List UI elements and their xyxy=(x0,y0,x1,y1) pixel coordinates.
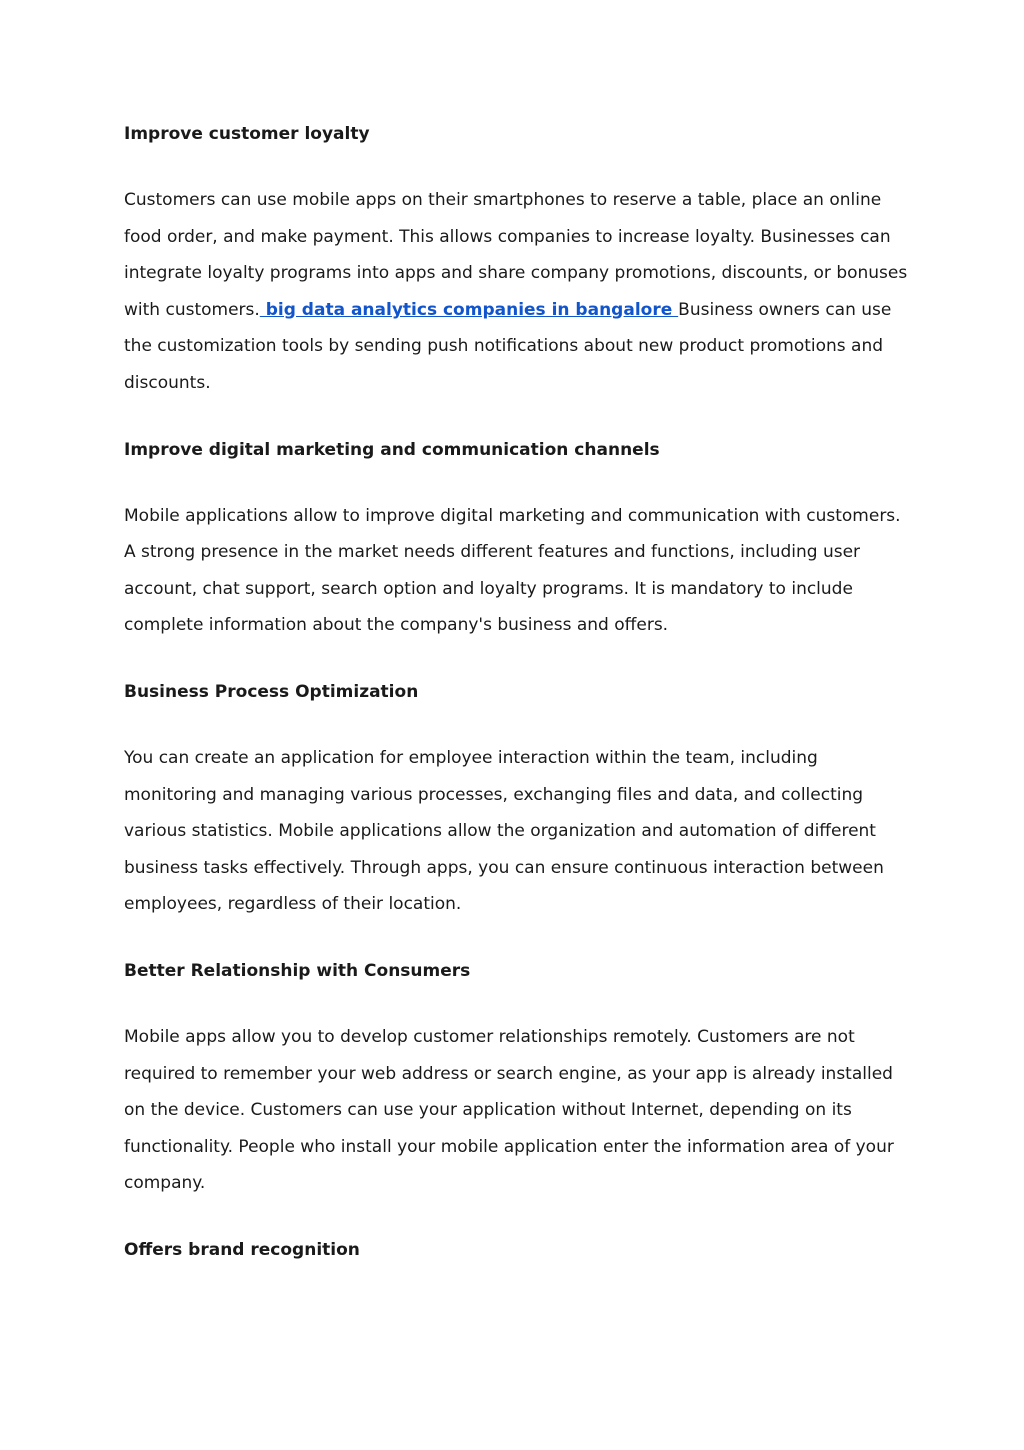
section-heading-digital-marketing: Improve digital marketing and communication channels xyxy=(124,439,660,460)
section-paragraph-digital-marketing: Mobile applications allow to improve digital marketing and communication with customers. A strong presence in the market needs different features and functions, including user account, chat support, search option and loyalty programs. It is mandatory to include complete information about the company's business and offers. xyxy=(124,505,901,636)
section-paragraph-business-process: You can create an application for employee interaction within the team, including monitoring and managing various processes, exchanging files and data, and collecting various statistics. Mobile applications allow the organization and automation of different business tasks effectively. Through apps, you can ensure continuous interaction between employees, regardless of their location. xyxy=(124,747,884,915)
document-page xyxy=(124,120,914,1264)
section-heading-consumer-relationship: Better Relationship with Consumers xyxy=(124,960,471,981)
paragraph-text: Customers can use mobile apps on their smartphones to reserve a table, place an online food order, and make payment. This allows companies to increase loyalty. Businesses can integrate loyalty programs into apps and share company promotions, discounts, or bonuses with customers. xyxy=(124,190,908,320)
section-heading-brand-recognition: Offers brand recognition xyxy=(124,1239,360,1260)
section-paragraph-consumer-relationship: Mobile apps allow you to develop customer relationships remotely. Customers are not required to remember your web address or search engine, as your app is already installed on the device. Customers can use your application without Internet, depending on its functionality. People who install your mobile application enter the information area of your company. xyxy=(124,1026,894,1194)
section-heading-business-process: Business Process Optimization xyxy=(124,681,419,702)
section-heading-customer-loyalty: Improve customer loyalty xyxy=(124,124,370,144)
paragraph-text: Business owners can use the customization tools by sending push notifications about new product promotions and discounts. xyxy=(124,299,892,393)
big-data-analytics-link[interactable]: big data analytics companies in bangalore xyxy=(259,299,679,320)
section-paragraph-customer-loyalty xyxy=(124,182,914,402)
